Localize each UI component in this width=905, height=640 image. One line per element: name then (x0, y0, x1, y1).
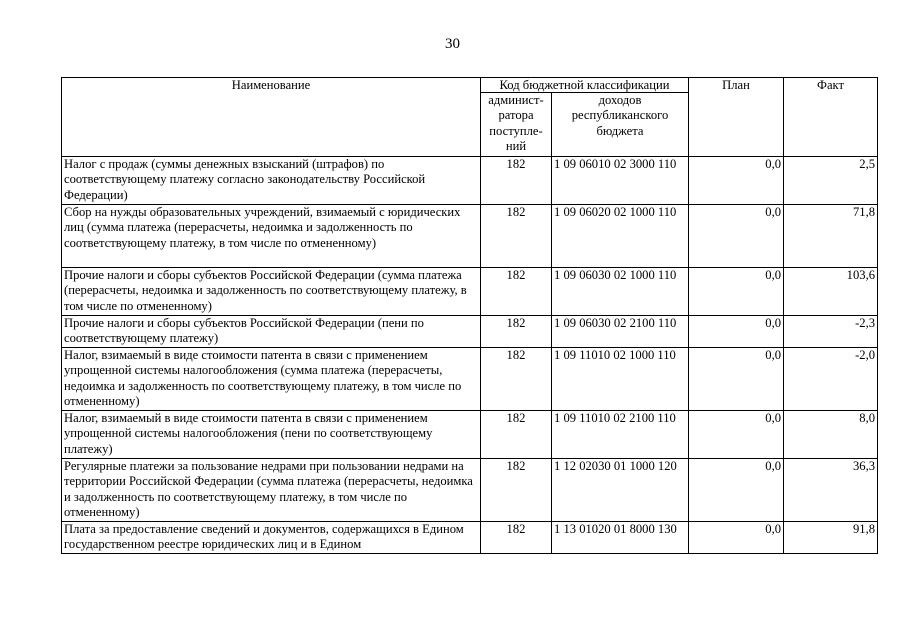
table-header-row (62, 78, 878, 93)
row-admin-code: 182 (481, 205, 552, 268)
page-number: 30 (445, 36, 460, 52)
column-header-fact: Факт (784, 78, 878, 157)
row-plan: 0,0 (689, 316, 784, 348)
column-header-code-group: Код бюджетной классификации (481, 78, 689, 93)
table-row (62, 316, 878, 348)
row-fact: 2,5 (784, 157, 878, 205)
row-name: Сбор на нужды образовательных учреждений, взимаемый с юридических лиц (сумма платежа (перерасчеты, недоимка и задолженность по соответствующему платежу, в том числе по отмененному) (62, 205, 481, 268)
row-plan: 0,0 (689, 522, 784, 554)
row-fact: 8,0 (784, 411, 878, 459)
table-row (62, 459, 878, 522)
row-plan: 0,0 (689, 268, 784, 316)
column-header-income: доходов республиканского бюджета (552, 93, 689, 157)
row-name: Прочие налоги и сборы субъектов Российской Федерации (сумма платежа (перерасчеты, недоимка и задолженность по соответствующему платежу, в том числе по отмененному) (62, 268, 481, 316)
table-row (62, 411, 878, 459)
row-name: Прочие налоги и сборы субъектов Российской Федерации (пени по соответствующему платежу) (62, 316, 481, 348)
column-header-admin: админист-ратора поступле-ний (481, 93, 552, 157)
row-budget-code: 1 09 06020 02 1000 110 (552, 205, 689, 268)
row-fact: 91,8 (784, 522, 878, 554)
row-name: Налог, взимаемый в виде стоимости патента в связи с применением упрощенной системы налогообложения (сумма платежа (перерасчеты, недоимка и задолженность по соответствующему платежу, в том числе по отмененному) (62, 348, 481, 411)
row-fact: 36,3 (784, 459, 878, 522)
table-row (62, 268, 878, 316)
row-name: Регулярные платежи за пользование недрами при пользовании недрами на территории Российской Федерации (сумма платежа (перерасчеты, недоимка и задолженность по соответствующему платежу, в том числе по отмененному) (62, 459, 481, 522)
row-plan: 0,0 (689, 348, 784, 411)
row-plan: 0,0 (689, 459, 784, 522)
row-admin-code: 182 (481, 157, 552, 205)
table-row (62, 205, 878, 268)
row-admin-code: 182 (481, 348, 552, 411)
row-fact: -2,0 (784, 348, 878, 411)
row-budget-code: 1 12 02030 01 1000 120 (552, 459, 689, 522)
row-budget-code: 1 09 06030 02 1000 110 (552, 268, 689, 316)
table-row (62, 348, 878, 411)
row-name: Плата за предоставление сведений и документов, содержащихся в Едином государственном реестре юридических лиц и в Едином (62, 522, 481, 554)
row-admin-code: 182 (481, 459, 552, 522)
budget-revenue-table (61, 77, 878, 554)
row-admin-code: 182 (481, 268, 552, 316)
table-row (62, 157, 878, 205)
row-budget-code: 1 09 11010 02 2100 110 (552, 411, 689, 459)
table-row (62, 522, 878, 554)
column-header-plan: План (689, 78, 784, 157)
row-admin-code: 182 (481, 411, 552, 459)
row-name: Налог с продаж (суммы денежных взысканий (штрафов) по соответствующему платежу согласно законодательству Российской Федерации) (62, 157, 481, 205)
row-plan: 0,0 (689, 205, 784, 268)
row-plan: 0,0 (689, 411, 784, 459)
row-fact: 103,6 (784, 268, 878, 316)
row-admin-code: 182 (481, 316, 552, 348)
row-fact: 71,8 (784, 205, 878, 268)
column-header-name: Наименование (62, 78, 481, 157)
row-budget-code: 1 13 01020 01 8000 130 (552, 522, 689, 554)
row-fact: -2,3 (784, 316, 878, 348)
row-admin-code: 182 (481, 522, 552, 554)
row-budget-code: 1 09 06030 02 2100 110 (552, 316, 689, 348)
row-budget-code: 1 09 11010 02 1000 110 (552, 348, 689, 411)
row-name: Налог, взимаемый в виде стоимости патента в связи с применением упрощенной системы налогообложения (пени по соответствующему платежу) (62, 411, 481, 459)
row-budget-code: 1 09 06010 02 3000 110 (552, 157, 689, 205)
row-plan: 0,0 (689, 157, 784, 205)
